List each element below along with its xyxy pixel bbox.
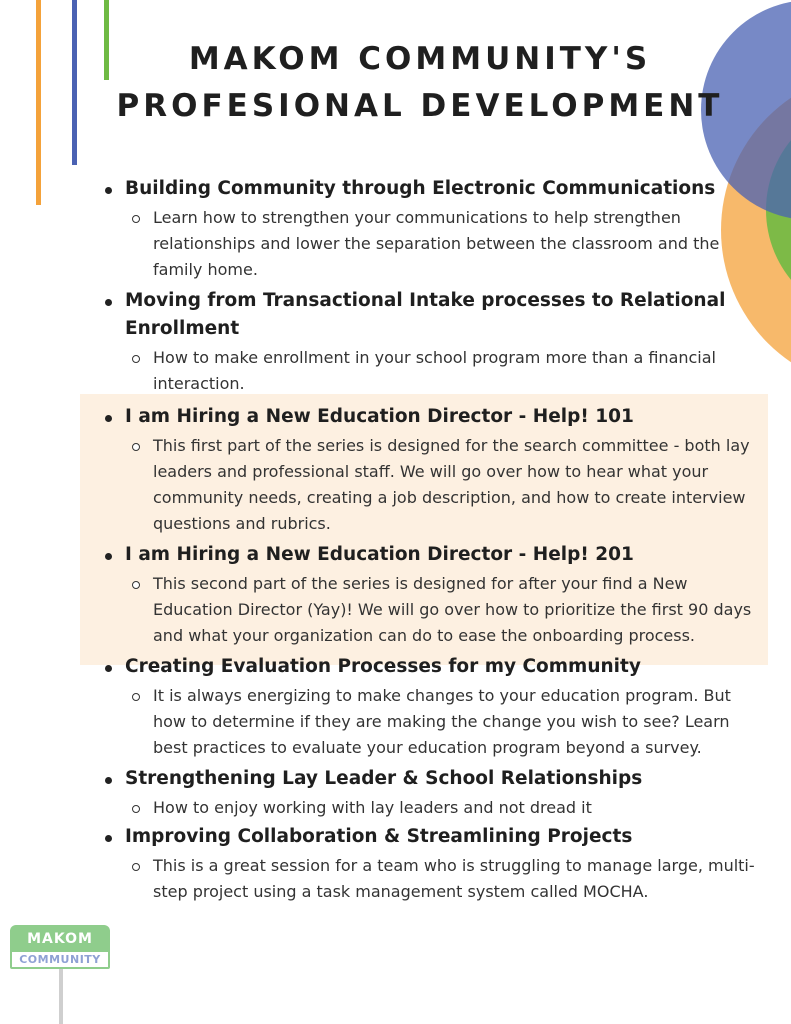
logo-post [59,969,63,1024]
session-description: Learn how to strengthen your communications to help strengthen relationships and lower the separation between the classroom and the family home. [153,208,720,279]
session-description: How to make enrollment in your school program more than a financial interaction. [153,348,716,393]
session-heading: Moving from Transactional Intake processes to Relational Enrollment [125,290,726,339]
session-description-item [125,571,755,649]
circle-bullet-icon [132,863,140,871]
bullet-icon [105,553,112,560]
session-item [105,403,755,537]
page-title [100,36,740,130]
session-description: How to enjoy working with lay leaders and not dread it [153,798,592,817]
circle-bullet-icon [132,215,140,223]
session-heading: Building Community through Electronic Communications [125,178,716,199]
session-heading: Creating Evaluation Processes for my Community [125,656,641,677]
session-description-item [125,345,755,397]
session-list [105,175,755,905]
makom-community-logo [10,925,110,1024]
session-description: This is a great session for a team who is struggling to manage large, multi-step project using a task management system called MOCHA. [153,856,755,901]
session-description: It is always energizing to make changes to your education program. But how to determine if they are making the change you wish to see? Learn best practices to evaluate your education program beyond a survey. [153,686,731,757]
session-description-item [125,795,755,821]
logo-sign [10,925,110,969]
bullet-icon [105,665,112,672]
circle-bullet-icon [132,805,140,813]
circle-bullet-icon [132,355,140,363]
logo-text-community: COMMUNITY [12,952,108,967]
logo-text-makom: MAKOM [27,931,93,947]
bullet-icon [105,415,112,422]
circle-bullet-icon [132,581,140,589]
session-heading: I am Hiring a New Education Director - Help! 101 [125,406,634,427]
session-heading: I am Hiring a New Education Director - Help! 201 [125,544,634,565]
session-description-item [125,205,755,283]
session-item [105,541,755,649]
session-item [105,765,755,821]
session-heading: Strengthening Lay Leader & School Relationships [125,768,643,789]
decorative-orange-line [36,0,41,205]
session-description: This first part of the series is designed for the search committee - both lay leaders and professional staff. We will go over how to hear what your community needs, creating a job description, and how to create interview questions and rubrics. [153,436,750,533]
session-item [105,653,755,761]
session-description-item [125,683,755,761]
session-description-item [125,853,755,905]
bullet-icon [105,187,112,194]
bullet-icon [105,299,112,306]
title-line-2: PROFESIONAL DEVELOPMENT [116,88,724,124]
title-line-1: MAKOM COMMUNITY'S [188,41,652,77]
circle-bullet-icon [132,693,140,701]
session-heading: Improving Collaboration & Streamlining Projects [125,826,633,847]
decorative-blue-line [72,0,77,165]
bullet-icon [105,777,112,784]
session-item [105,175,755,283]
circle-bullet-icon [132,443,140,451]
session-description: This second part of the series is designed for after your find a New Education Director (Yay)! We will go over how to prioritize the first 90 days and what your organization can do to ease the onboarding process. [153,574,752,645]
bullet-icon [105,835,112,842]
session-item [105,823,755,905]
session-item [105,287,755,397]
session-description-item [125,433,755,537]
